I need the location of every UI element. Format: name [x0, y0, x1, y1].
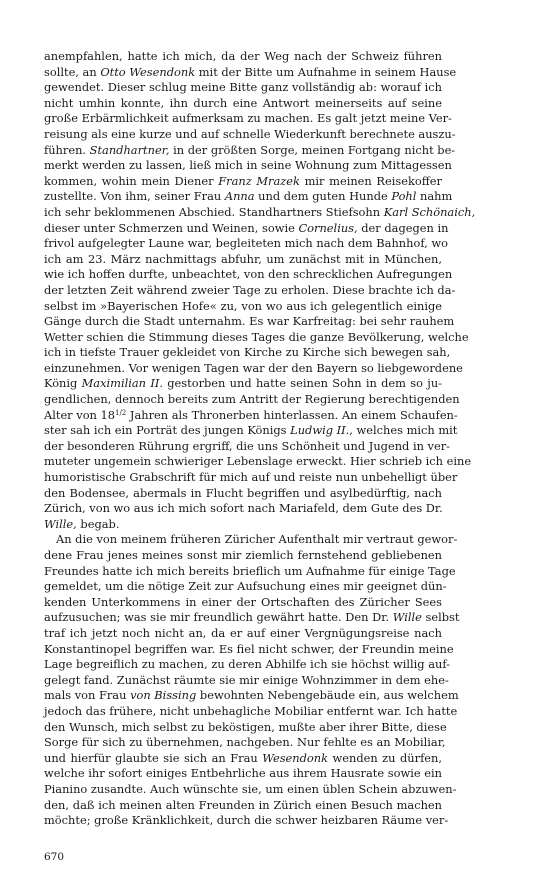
text-line — [44, 470, 458, 486]
text-run: frivol aufgelegter Laune war, begleiteten mich nach dem Bahnhof, wo — [44, 236, 448, 251]
text-line — [44, 595, 442, 611]
text-line — [44, 252, 442, 268]
text-run: führen. — [44, 142, 90, 157]
text-run: Zürich, von wo aus ich mich sofort nach Mariafeld, dem Gute des Dr. — [44, 501, 443, 516]
text-run: Gänge durch die Stadt unternahm. Es war Karfreitag: bei sehr rauhem — [44, 314, 455, 329]
text-run: nahm — [416, 189, 453, 204]
text-line — [44, 798, 442, 814]
text-run: in der größten Sorge, meinen Fortgang nicht be- — [169, 142, 456, 157]
page-number: 670 — [44, 851, 65, 863]
text-run: merkt werden zu lassen, ließ mich in seine Wohnung zum Mittagessen — [44, 158, 452, 173]
text-run: selbst im »Bayerischen Hofe« zu, von wo aus ich gelegentlich einige — [44, 298, 442, 313]
text-run: der besonderen Rührung ergriff, die uns Schönheit und Jugend in ver- — [44, 438, 451, 453]
text-run: ich am 23. März nachmittags abfuhr, um zunächst mit in München, — [44, 251, 442, 266]
text-line — [44, 407, 458, 424]
text-run: An die von meinem früheren Züricher Aufenthalt mir vertraut gewor- — [56, 532, 458, 547]
text-run: und hierfür glaubte sie sich an Frau — [44, 750, 263, 765]
text-run: reisung als eine kurze und auf schnelle Wiederkunft berechnete auszu- — [44, 126, 456, 141]
text-run: wie ich hoffen durfte, unbeachtet, von den schrecklichen Aufregungen — [44, 267, 453, 282]
text-line — [44, 735, 446, 751]
text-run: Lage begreiflich zu machen, zu deren Abhilfe ich sie höchst willig auf- — [44, 657, 450, 672]
text-line — [44, 299, 442, 315]
text-run: ich in tiefste Trauer gekleidet von Kirche zu Kirche sich bewegen sah, — [44, 345, 451, 360]
text-line — [44, 314, 455, 330]
text-line — [44, 220, 449, 237]
text-run: große Erbärmlichkeit aufmerksam zu machen. Es galt jetzt meine Ver- — [44, 111, 452, 126]
italic-name: Otto Wesendonk — [100, 64, 196, 79]
text-line — [44, 236, 448, 252]
text-run: ich sehr beklommenen Abschied. Standhartners Stiefsohn — [44, 204, 384, 219]
text-line — [44, 703, 458, 720]
text-line — [44, 64, 457, 81]
text-line — [44, 126, 456, 143]
text-run: der letzten Zeit während zweier Tage zu erholen. Diese brachte ich da- — [44, 282, 456, 297]
text-run: Pianino zusandte. Auch wünschte sie, um einen üblen Schein abzuwen- — [44, 781, 457, 796]
text-line — [44, 392, 460, 408]
text-line — [44, 158, 452, 174]
text-run: dieser unter Schmerzen und Weinen, sowie — [44, 220, 299, 235]
text-line — [44, 204, 476, 221]
italic-name: Ludwig II. — [290, 423, 350, 438]
text-line — [44, 142, 456, 159]
text-run: den, daß ich meinen alten Freunden in Zürich einen Besuch machen — [44, 797, 442, 812]
text-run: der dagegen in — [357, 220, 449, 235]
superscript-fraction: 1/2 — [115, 408, 127, 417]
italic-name: Cornelius, — [298, 220, 358, 235]
text-line — [44, 96, 442, 112]
text-run: gestorben und hatte seinen Sohn in dem so ju- — [162, 376, 442, 391]
text-line — [44, 641, 454, 658]
text-run: kenden Unterkommens in einer der Ortschaften des Züricher Sees — [44, 594, 442, 609]
italic-name: Franz Mrazek — [218, 173, 300, 188]
italic-name: Pohl — [391, 189, 417, 204]
text-line — [44, 486, 442, 502]
text-line — [44, 49, 442, 65]
text-line — [44, 454, 472, 470]
text-run: Konstantinopel begriffen war. Es fiel nicht schwer, der Freundin meine — [44, 641, 454, 656]
text-run: traf ich jetzt noch nicht an, da er auf einer Vergnügungsreise nach — [44, 625, 442, 640]
text-line — [44, 501, 442, 517]
text-line — [44, 80, 442, 96]
text-line — [44, 688, 459, 704]
text-line — [44, 532, 458, 548]
text-run: muteter ungemein schwieriger Lebenslage erweckt. Hier schrieb ich eine — [44, 454, 472, 469]
text-run: mir meinen Reisekoffer — [299, 173, 442, 188]
text-run: möchte; große Kränklichkeit, durch die schwer heizbaren Räume ver- — [44, 813, 449, 828]
text-run: gelegt fand. Zunächst räumte sie mir einige Wohnzimmer in dem ehe- — [44, 672, 449, 687]
text-line — [44, 111, 452, 127]
text-run: aufzusuchen; was sie mir freundlich gewährt hatte. Den Dr. — [44, 610, 393, 625]
text-line — [44, 548, 442, 564]
text-run: König — [44, 376, 82, 391]
text-line — [44, 781, 457, 798]
text-line — [44, 672, 449, 689]
text-line — [44, 360, 463, 377]
text-line — [44, 657, 450, 673]
body-text — [44, 49, 476, 829]
italic-name: von Bissing — [130, 688, 197, 703]
text-line — [44, 345, 451, 361]
text-run: kommen, wohin mein Diener — [44, 173, 219, 188]
text-run: mit der Bitte um Aufnahme in seinem Hause — [195, 64, 457, 79]
text-run: ster sah ich ein Porträt des jungen Königs — [44, 423, 291, 438]
text-run: zustellte. Von ihm, seiner Frau — [44, 189, 225, 204]
text-run: Freundes hatte ich mich bereits brieflich um Aufnahme für einige Tage — [44, 563, 456, 578]
text-run: gemeldet, um die nötige Zeit zur Aufsuchung eines mir geeignet dün- — [44, 579, 447, 594]
text-run: humoristische Grabschrift für mich auf und reiste nun unbehelligt über — [44, 470, 458, 485]
text-run: Jahren als Thronerben hinterlassen. An einem Schaufen- — [126, 407, 458, 422]
text-run: , welches mich mit — [349, 423, 458, 438]
text-run: Wetter schien die Stimmung dieses Tages die ganze Bevölkerung, welche — [44, 329, 469, 344]
text-run: mals von Frau — [44, 688, 131, 703]
text-run: welche ihr sofort einiges Entbehrliche aus ihrem Hausrate sowie ein — [44, 766, 442, 781]
text-run: anempfahlen, hatte ich mich, da der Weg nach der Schweiz führen — [44, 49, 442, 63]
text-line — [44, 751, 442, 767]
text-run: gendlichen, dennoch bereits zum Antritt der Regierung berechtigenden — [44, 392, 460, 407]
italic-name: Wesendonk — [262, 750, 329, 765]
text-line — [44, 329, 469, 346]
italic-name: Maximilian II. — [81, 376, 163, 391]
text-line — [44, 517, 442, 533]
text-run: bewohnten Nebengebäude ein, aus welchem — [196, 688, 459, 703]
text-run: sollte, an — [44, 64, 101, 79]
text-line — [44, 438, 451, 455]
italic-name: Standhartner, — [89, 142, 170, 157]
italic-name: Wille, — [44, 516, 77, 531]
text-run: Sorge für sich zu übernehmen, nachgeben. Nur fehlte es an Mobiliar, — [44, 735, 446, 750]
text-line — [44, 626, 442, 642]
text-line — [44, 766, 442, 782]
italic-name: Wille — [392, 610, 422, 625]
text-line — [44, 189, 453, 205]
text-line — [44, 174, 442, 190]
text-run: den Wunsch, mich selbst zu beköstigen, mußte aber ihrer Bitte, diese — [44, 719, 447, 734]
italic-name: Karl Schönaich, — [383, 204, 476, 219]
text-line — [44, 610, 460, 626]
text-run: Alter von 18 — [44, 407, 115, 422]
text-run: jedoch das frühere, nicht unbehagliche Mobiliar entfernt war. Ich hatte — [44, 703, 458, 718]
text-run: gewendet. Dieser schlug meine Bitte ganz vollständig ab: worauf ich — [44, 80, 442, 95]
italic-name: Anna — [224, 189, 255, 204]
text-run: den Bodensee, abermals in Flucht begriffen und asylbedürftig, nach — [44, 485, 442, 500]
text-run: wenden zu dürfen, — [328, 750, 442, 765]
text-line — [44, 376, 442, 392]
text-run: und dem guten Hunde — [254, 189, 392, 204]
text-line — [44, 719, 447, 736]
text-line — [44, 579, 447, 595]
text-line — [44, 563, 456, 580]
text-line — [44, 267, 453, 283]
text-run: selbst — [421, 610, 460, 625]
text-run: dene Frau jenes meines sonst mir ziemlich fernstehend gebliebenen — [44, 548, 442, 562]
text-line — [44, 423, 458, 439]
text-run: einzunehmen. Vor wenigen Tagen war der den Bayern so liebgewordene — [44, 360, 463, 375]
text-line — [44, 282, 456, 299]
text-line — [44, 813, 449, 829]
text-run: begab. — [76, 516, 120, 531]
text-run: nicht umhin konnte, ihn durch eine Antwort meinerseits auf seine — [44, 95, 442, 110]
